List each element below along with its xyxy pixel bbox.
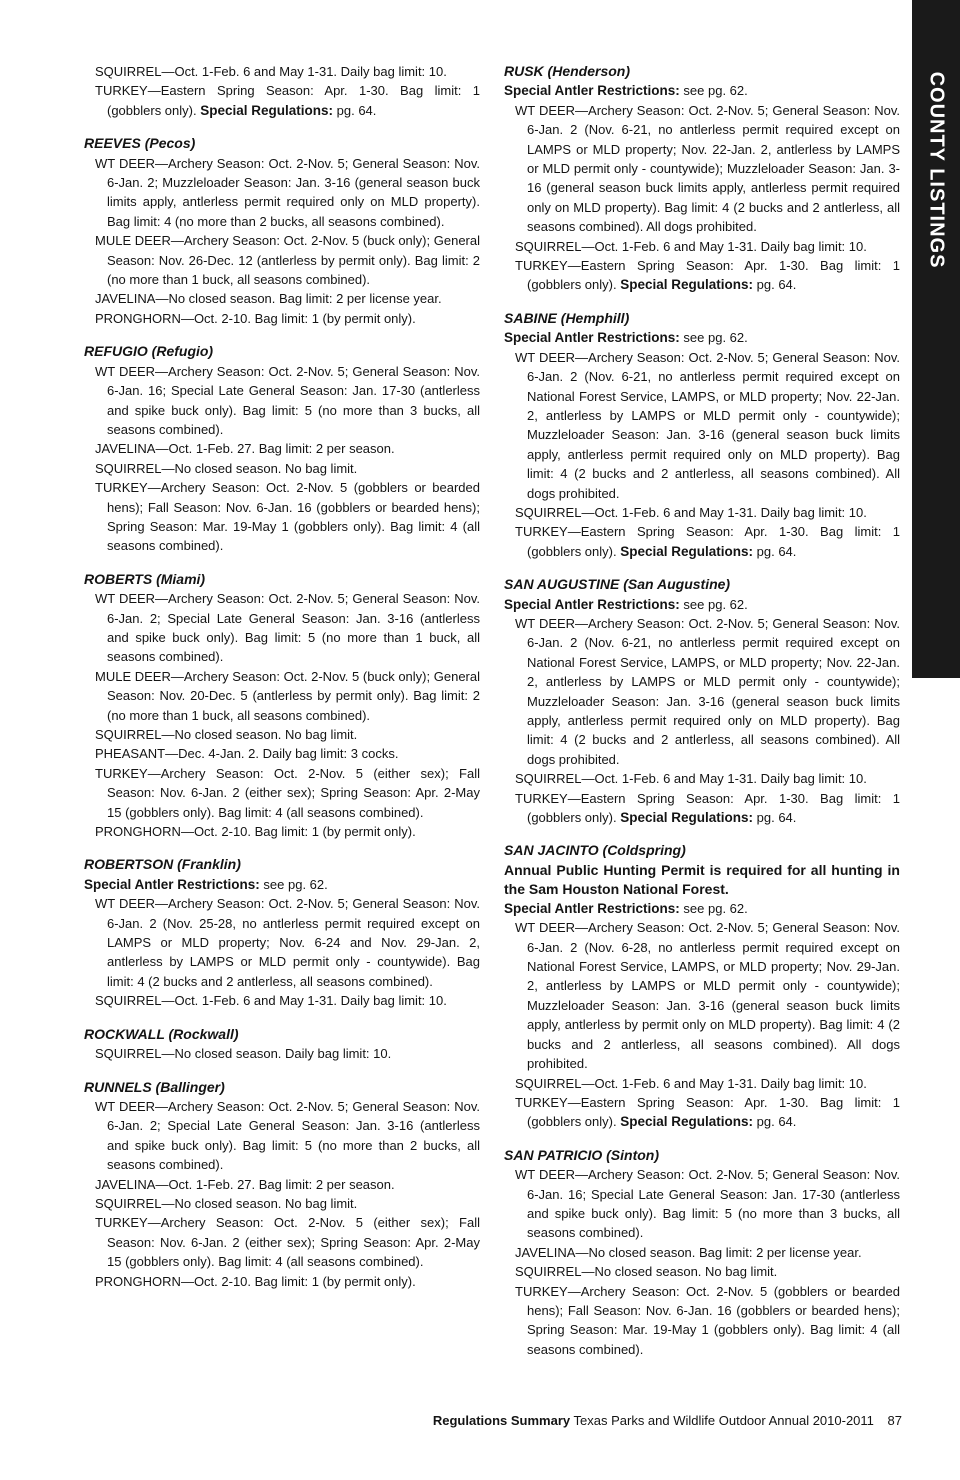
species-entry <box>84 231 480 289</box>
note-label: Special Antler Restrictions: <box>504 596 680 612</box>
note-text: see pg. 62. <box>263 876 328 892</box>
county-section <box>504 841 900 1131</box>
county-section <box>84 1078 480 1291</box>
species-entry <box>84 1194 480 1213</box>
species-entry <box>504 918 900 1073</box>
species-entry <box>504 1282 900 1360</box>
footer-publication: Texas Parks and Wildlife Outdoor Annual 2010-2011 <box>573 1413 874 1428</box>
species-entry <box>84 744 480 763</box>
antler-restrictions-note <box>84 875 480 894</box>
species-entry <box>84 289 480 308</box>
entry-text: SQUIRREL—Oct. 1-Feb. 6 and May 1-31. Daily bag limit: 10. <box>95 64 447 79</box>
page-number: 87 <box>887 1413 902 1428</box>
entry-text: PRONGHORN—Oct. 2-10. Bag limit: 1 (by permit only). <box>95 310 416 326</box>
county-heading: REEVES (Pecos) <box>84 135 196 152</box>
species-entry <box>504 1243 900 1262</box>
hunting-permit-notice: Annual Public Hunting Permit is required for all hunting in the Sam Houston National Forest. <box>504 861 900 897</box>
special-regulations-label: Special Regulations: <box>200 102 334 118</box>
note-label: Special Antler Restrictions: <box>84 876 260 892</box>
species-entry <box>504 1262 900 1281</box>
entry-text: SQUIRREL—Oct. 1-Feb. 6 and May 1-31. Daily bag limit: 10. <box>95 993 447 1009</box>
county-section <box>84 1025 480 1064</box>
entry-text: TURKEY—Eastern Spring Season: Apr. 1-30. Bag limit: 1 (gobblers only). <box>515 258 900 293</box>
county-section <box>84 855 480 1010</box>
entry-text: SQUIRREL—Oct. 1-Feb. 6 and May 1-31. Daily bag limit: 10. <box>515 238 867 254</box>
page-footer <box>433 1413 902 1428</box>
antler-restrictions-note <box>504 328 900 347</box>
entry-text: WT DEER—Archery Season: Oct. 2-Nov. 5; General Season: Nov. 6-Jan. 16; Special Late General Season: Jan. 17-30 (antlerless and spike buck only). Bag limit: 5 (no more than 3 bucks, all seasons combined). <box>95 363 480 437</box>
entry-text: PRONGHORN—Oct. 2-10. Bag limit: 1 (by permit only). <box>95 1273 416 1289</box>
special-regulations-page: pg. 64. <box>756 810 797 826</box>
special-regulations-page: pg. 64. <box>756 277 797 293</box>
antler-restrictions-note <box>504 81 900 100</box>
entry-text: WT DEER—Archery Season: Oct. 2-Nov. 5; General Season: Nov. 6-Jan. 16; Special Late General Season: Jan. 17-30 (antlerless and spike buck only). Bag limit: 5 (no more than 3 bucks, all seasons combined). <box>515 1167 900 1241</box>
county-heading: RUNNELS (Ballinger) <box>84 1078 225 1095</box>
note-text: see pg. 62. <box>683 596 748 612</box>
county-section <box>504 62 900 295</box>
species-entry <box>504 789 900 828</box>
county-section <box>504 1146 900 1359</box>
county-section <box>504 575 900 827</box>
note-text: see pg. 62. <box>683 83 748 99</box>
species-entry <box>504 522 900 561</box>
species-entry <box>84 725 480 744</box>
entry-text: SQUIRREL—No closed season. Daily bag limit: 10. <box>95 1046 392 1062</box>
special-regulations-page: pg. 64. <box>336 102 377 118</box>
county-heading: ROBERTSON (Franklin) <box>84 856 241 873</box>
species-entry <box>84 667 480 725</box>
species-entry <box>84 81 480 120</box>
county-heading: RUSK (Henderson) <box>504 63 631 79</box>
species-entry <box>84 822 480 841</box>
species-entry <box>504 503 900 522</box>
note-text: see pg. 62. <box>683 900 748 916</box>
species-entry <box>84 1175 480 1194</box>
entry-text: WT DEER—Archery Season: Oct. 2-Nov. 5; General Season: Nov. 6-Jan. 2; Special Late General Season: Jan. 3-16 (antlerless and spike buck only). Bag limit: 5 (no more than 2 bucks, all seasons combined). <box>95 1098 480 1173</box>
special-regulations-page: pg. 64. <box>756 543 797 559</box>
species-entry <box>504 256 900 295</box>
entry-text: SQUIRREL—Oct. 1-Feb. 6 and May 1-31. Daily bag limit: 10. <box>515 771 867 787</box>
entry-text: JAVELINA—No closed season. Bag limit: 2 per license year. <box>515 1244 862 1260</box>
county-section <box>84 570 480 842</box>
side-tab-label: COUNTY LISTINGS <box>925 71 948 269</box>
note-label: Special Antler Restrictions: <box>504 900 680 916</box>
entry-text: SQUIRREL—No closed season. No bag limit. <box>95 727 358 742</box>
special-regulations-label: Special Regulations: <box>620 277 754 293</box>
right-column <box>504 62 900 1373</box>
footer-brand: Regulations Summary <box>432 1413 571 1428</box>
county-heading: REFUGIO (Refugio) <box>84 343 214 360</box>
species-entry <box>504 1165 900 1243</box>
entry-text: JAVELINA—No closed season. Bag limit: 2 per license year. <box>95 291 442 307</box>
species-entry <box>84 589 480 667</box>
entry-text: JAVELINA—Oct. 1-Feb. 27. Bag limit: 2 per season. <box>95 1176 395 1192</box>
entry-text: WT DEER—Archery Season: Oct. 2-Nov. 5; General Season: Nov. 6-Jan. 2 (Nov. 6-21, no antlerless permit required except on National Forest Service, LAMPS, or MLD property; Nov. 22-Jan. 2, antlerless by LAMPS or MLD permit only - countywide); Muzzleloader Season: Jan. 3-16 (general season buck limits apply, antlerless permit required only on MLD property). Bag limit: 4 (2 bucks and 2 antlerless, all seasons combined). All dogs prohibited. <box>515 349 900 501</box>
county-section <box>84 62 480 120</box>
species-entry <box>84 362 480 440</box>
species-entry <box>504 614 900 769</box>
county-heading: SAN AUGUSTINE (San Augustine) <box>504 576 731 593</box>
species-entry <box>84 439 480 458</box>
antler-restrictions-note <box>504 899 900 918</box>
entry-text: WT DEER—Archery Season: Oct. 2-Nov. 5; General Season: Nov. 6-Jan. 2; Muzzleloader Season: Jan. 3-16 (general season buck limits apply, antlerless permit required only on MLD property). Bag limit: 4 (no more than 2 bucks, all seasons combined). <box>95 155 480 229</box>
species-entry <box>84 1213 480 1271</box>
entry-text: TURKEY—Eastern Spring Season: Apr. 1-30. Bag limit: 1 (gobblers only). <box>515 1094 900 1130</box>
entry-text: WT DEER—Archery Season: Oct. 2-Nov. 5; General Season: Nov. 6-Jan. 2; Special Late General Season: Jan. 3-16 (antlerless and spike buck only). Bag limit: 5 (no more than 1 buck, all seasons combined). <box>95 591 480 665</box>
species-entry <box>84 1272 480 1291</box>
entry-text: WT DEER—Archery Season: Oct. 2-Nov. 5; General Season: Nov. 6-Jan. 2 (Nov. 6-21, no antlerless permit required except on National Forest Service, LAMPS, or MLD property; Nov. 22-Jan. 2, antlerless by LAMPS or MLD permit only - countywide); Muzzleloader Season: Jan. 3-16 (general season buck limits apply, antlerless permit required only on MLD property). Bag limit: 4 (2 bucks and 2 antlerless, all seasons combined). All dogs prohibited. <box>515 615 900 767</box>
species-entry <box>84 154 480 232</box>
county-section <box>84 134 480 328</box>
entry-text: TURKEY—Archery Season: Oct. 2-Nov. 5 (either sex); Fall Season: Nov. 6-Jan. 2 (either sex); Spring Season: Apr. 2-May 15 (gobblers only). Bag limit: 4 (all seasons combined). <box>95 1215 480 1270</box>
entry-text: WT DEER—Archery Season: Oct. 2-Nov. 5; General Season: Nov. 6-Jan. 2 (Nov. 6-21, no antlerless permit required except on LAMPS or MLD property; Nov. 22-Jan. 2, antlerless by LAMPS or MLD permit only - countywide); Muzzleloader Season: Jan. 3-16 (general season buck limits apply, antlerless permit required only on MLD property). Bag limit: 4 (2 bucks and 2 antlerless, all seasons combined). All dogs prohibited. <box>515 102 900 235</box>
entry-text: SQUIRREL—Oct. 1-Feb. 6 and May 1-31. Daily bag limit: 10. <box>515 504 867 520</box>
special-regulations-page: pg. 64. <box>756 1114 797 1130</box>
county-heading: ROCKWALL (Rockwall) <box>84 1025 239 1042</box>
species-entry <box>84 894 480 991</box>
species-entry <box>84 459 480 478</box>
species-entry <box>504 1074 900 1093</box>
entry-text: TURKEY—Archery Season: Oct. 2-Nov. 5 (gobblers or bearded hens); Fall Season: Nov. 6-Jan. 16 (gobblers or bearded hens); Spring Season: Mar. 19-May 1 (gobblers only). Bag limit: 4 (all seasons combined). <box>515 1283 900 1357</box>
entry-text: MULE DEER—Archery Season: Oct. 2-Nov. 5 (buck only); General Season: Nov. 20-Dec. 5 (antlerless by permit only). Bag limit: 2 (no more than 1 buck, all seasons combined). <box>95 668 480 723</box>
county-heading: SAN PATRICIO (Sinton) <box>504 1146 660 1163</box>
species-entry <box>504 237 900 256</box>
entry-text: TURKEY—Archery Season: Oct. 2-Nov. 5 (either sex); Fall Season: Nov. 6-Jan. 2 (either sex); Spring Season: Apr. 2-May 15 (gobblers only). Bag limit: 4 (all seasons combined). <box>95 765 480 820</box>
note-label: Special Antler Restrictions: <box>504 83 680 99</box>
species-entry <box>504 348 900 503</box>
entry-text: TURKEY—Eastern Spring Season: Apr. 1-30. Bag limit: 1 (gobblers only). <box>515 790 900 826</box>
entry-text: JAVELINA—Oct. 1-Feb. 27. Bag limit: 2 per season. <box>95 441 395 457</box>
species-entry <box>84 991 480 1010</box>
species-entry <box>84 1097 480 1175</box>
entry-text: WT DEER—Archery Season: Oct. 2-Nov. 5; General Season: Nov. 6-Jan. 2 (Nov. 6-28, no antlerless permit required except on National Forest Service, LAMPS, or MLD property; Nov. 29-Jan. 2, antlerless by LAMPS or MLD permit only - countywide); Muzzleloader Season: Jan. 3-16 (general season buck limits apply, antlerless by permit only on MLD property). Bag limit: 4 (2 bucks and 2 antlerless, all seasons combined). All dogs prohibited. <box>515 920 900 1072</box>
entry-text: SQUIRREL—Oct. 1-Feb. 6 and May 1-31. Daily bag limit: 10. <box>515 1075 867 1091</box>
county-heading: SAN JACINTO (Coldspring) <box>504 842 686 859</box>
entry-text: SQUIRREL—No closed season. No bag limit. <box>95 460 358 476</box>
entry-text: TURKEY—Eastern Spring Season: Apr. 1-30. Bag limit: 1 (gobblers only). <box>515 524 900 559</box>
note-text: see pg. 62. <box>683 330 748 346</box>
species-entry <box>504 769 900 788</box>
county-heading: SABINE (Hemphill) <box>504 309 630 326</box>
entry-text: WT DEER—Archery Season: Oct. 2-Nov. 5; General Season: Nov. 6-Jan. 2 (Nov. 25-28, no antlerless permit required except on LAMPS or MLD property; Nov. 6-24 and Nov. 29-Jan. 2, antlerless by LAMPS or MLD permit only - countywide). Bag limit: 4 (2 bucks and 2 antlerless, all seasons combined). <box>95 896 480 989</box>
special-regulations-label: Special Regulations: <box>620 810 754 826</box>
entry-text: TURKEY—Archery Season: Oct. 2-Nov. 5 (gobblers or bearded hens); Fall Season: Nov. 6-Jan. 16 (gobblers or bearded hens); Spring Season: Mar. 19-May 1 (gobblers only). Bag limit: 4 (all seasons combined). <box>95 480 480 554</box>
entry-text: SQUIRREL—No closed season. No bag limit. <box>515 1264 778 1280</box>
species-entry <box>504 1093 900 1132</box>
entry-text: SQUIRREL—No closed season. No bag limit. <box>95 1195 358 1211</box>
county-section <box>84 342 480 555</box>
county-heading: ROBERTS (Miami) <box>84 570 206 587</box>
left-column <box>84 62 480 1305</box>
species-entry <box>84 62 480 81</box>
note-label: Special Antler Restrictions: <box>504 330 680 346</box>
county-section <box>504 309 900 561</box>
species-entry <box>84 764 480 822</box>
entry-text: PRONGHORN—Oct. 2-10. Bag limit: 1 (by permit only). <box>95 824 416 840</box>
special-regulations-label: Special Regulations: <box>620 1114 754 1130</box>
species-entry <box>504 101 900 237</box>
species-entry <box>84 1044 480 1063</box>
entry-text: TURKEY—Eastern Spring Season: Apr. 1-30. Bag limit: 1 (gobblers only). <box>95 83 480 118</box>
antler-restrictions-note <box>504 595 900 614</box>
species-entry <box>84 478 480 556</box>
entry-text: MULE DEER—Archery Season: Oct. 2-Nov. 5 (buck only); General Season: Nov. 26-Dec. 12 (antlerless by permit only). Bag limit: 2 (no more than 1 buck, all seasons combined). <box>95 233 480 288</box>
species-entry <box>84 309 480 328</box>
special-regulations-label: Special Regulations: <box>620 543 754 559</box>
entry-text: PHEASANT—Dec. 4-Jan. 2. Daily bag limit: 3 cocks. <box>95 746 399 762</box>
